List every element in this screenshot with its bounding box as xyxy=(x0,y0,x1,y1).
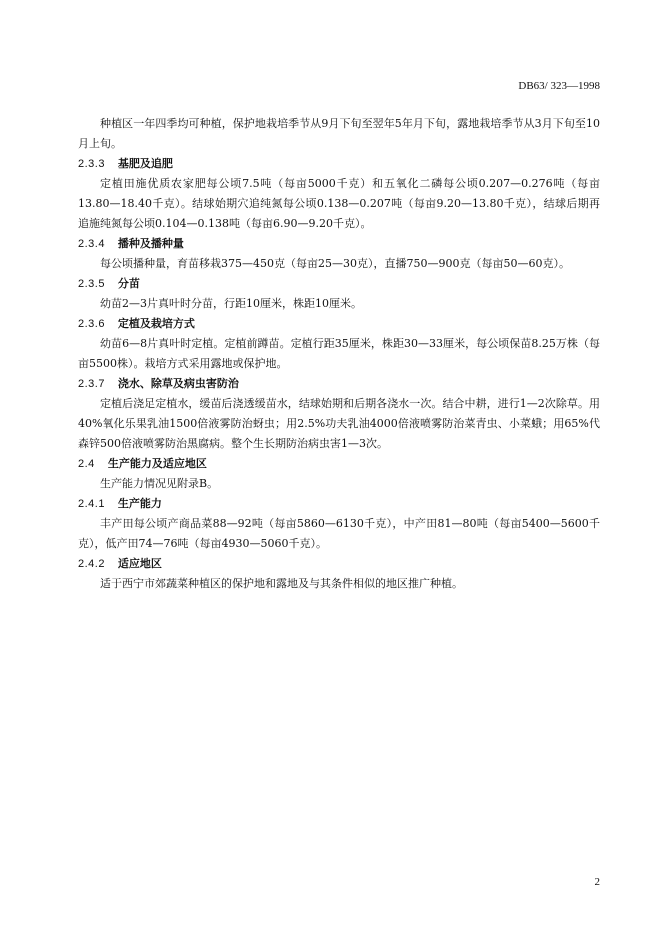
section-title: 生产能力 xyxy=(117,497,162,510)
paragraph: 生产能力情况见附录B。 xyxy=(100,477,219,490)
doc-code: DB63/ 323—1998 xyxy=(518,80,600,92)
section-number: 2.3.6 xyxy=(78,318,105,330)
section-heading xyxy=(78,374,600,394)
section-title: 基肥及追肥 xyxy=(117,157,173,170)
paragraph: 每公顷播种量，育苗移栽375—450克（每亩25—30克），直播750—900克（每亩50—60克）。 xyxy=(100,257,570,270)
section-title: 浇水、除草及病虫害防治 xyxy=(117,377,239,390)
paragraph: 适于西宁市郊蔬菜种植区的保护地和露地及与其条件相似的地区推广种植。 xyxy=(100,577,463,590)
paragraph: 定植田施优质农家肥每公顷7.5吨（每亩5000千克）和五氧化二磷每公顷0.207—0.276吨（每亩13.80—18.40千克）。结球始期穴追纯氮每公顷0.138—0.207吨（每亩9.20—13.80千克），结球后期再追施纯氮每公顷0.104—0.138吨（每亩6.90—9.20千克）。 xyxy=(78,177,600,230)
paragraph: 幼苗6—8片真叶时定植。定植前蹲苗。定植行距35厘米，株距30—33厘米，每公顷保苗8.25万株（每亩5500株）。栽培方式采用露地或保护地。 xyxy=(78,337,600,370)
section-number: 2.3.4 xyxy=(78,238,105,250)
paragraph: 幼苗2—3片真叶时分苗，行距10厘米，株距10厘米。 xyxy=(100,297,362,310)
section-number: 2.4.2 xyxy=(78,558,105,570)
section-title: 定植及栽培方式 xyxy=(117,317,195,330)
section-heading xyxy=(78,554,600,574)
section-number: 2.3.3 xyxy=(78,158,105,170)
section-number: 2.4 xyxy=(78,458,95,470)
section-heading xyxy=(78,314,600,334)
section-title: 适应地区 xyxy=(117,557,162,570)
section-title: 分苗 xyxy=(117,277,140,290)
section-number: 2.3.5 xyxy=(78,278,105,290)
section-number: 2.4.1 xyxy=(78,498,105,510)
section-heading xyxy=(78,154,600,174)
document-body xyxy=(78,114,600,594)
paragraph: 种植区一年四季均可种植，保护地栽培季节从9月下旬至翌年5年月下旬，露地栽培季节从3月下旬至10月上旬。 xyxy=(78,117,600,150)
section-heading xyxy=(78,274,600,294)
section-number: 2.3.7 xyxy=(78,378,105,390)
section-title: 播种及播种量 xyxy=(117,237,184,250)
section-heading xyxy=(78,454,600,474)
paragraph: 定植后浇足定植水，缓苗后浇透缓苗水，结球始期和后期各浇水一次。结合中耕，进行1—2次除草。用40%氧化乐果乳油1500倍液雾防治蚜虫；用2.5%功夫乳油4000倍液喷雾防治菜青虫、小菜蛾；用65%代森锌500倍液喷雾防治黑腐病。整个生长期防治病虫害1—3次。 xyxy=(78,397,600,450)
page-number: 2 xyxy=(594,876,600,888)
paragraph: 丰产田每公顷产商品菜88—92吨（每亩5860—6130千克），中产田81—80吨（每亩5400—5600千克），低产田74—76吨（每亩4930—5060千克）。 xyxy=(78,517,600,550)
section-title: 生产能力及适应地区 xyxy=(107,457,207,470)
section-heading xyxy=(78,494,600,514)
section-heading xyxy=(78,234,600,254)
